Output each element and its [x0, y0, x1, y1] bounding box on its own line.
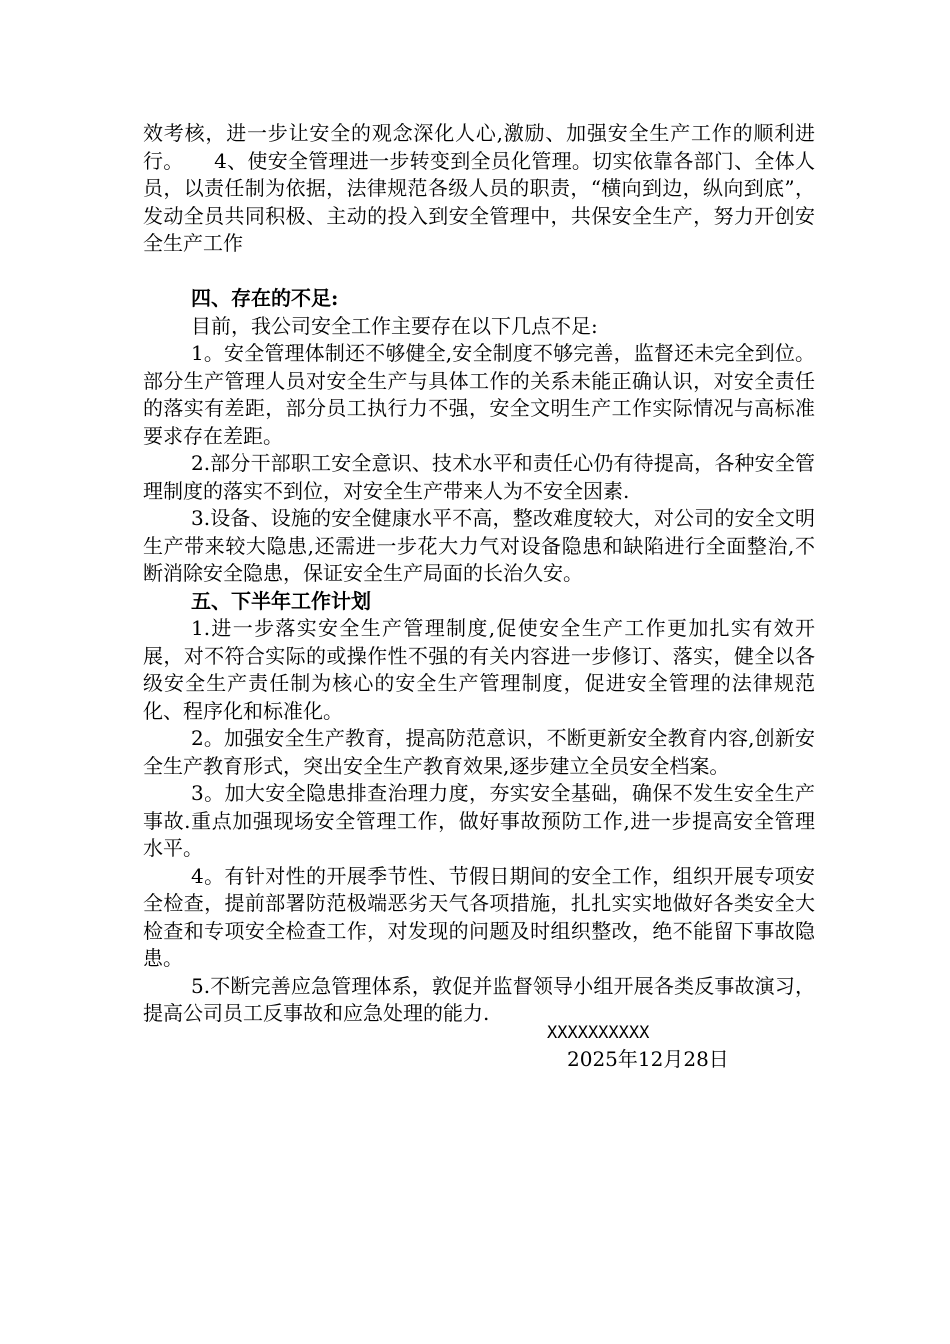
section5-item-2: 2。加强安全生产教育，提高防范意识，不断更新安全教育内容,创新安全生产教育形式，突出安全生产教育效果,逐步建立全员安全档案。	[143, 726, 815, 778]
section5-item-3: 3。加大安全隐患排查治理力度，夯实安全基础，确保不发生安全生产事故.重点加强现场安全管理工作，做好事故预防工作,进一步提高安全管理水平。	[143, 781, 815, 860]
section5-item-4: 4。有针对性的开展季节性、节假日期间的安全工作，组织开展专项安全检查，提前部署防范极端恶劣天气各项措施，扎扎实实地做好各类安全大检查和专项安全检查工作，对发现的问题及时组织整改，绝不能留下事故隐患。	[143, 863, 815, 970]
section5-item-1: 1.进一步落实安全生产管理制度,促使安全生产工作更加扎实有效开展，对不符合实际的或操作性不强的有关内容进一步修订、落实，健全以各级安全生产责任制为核心的安全生产管理制度，促进安全管理的法律规范化、程序化和标准化。	[143, 616, 815, 723]
section5-item-5: 5.不断完善应急管理体系，敦促并监督领导小组开展各类反事故演习，提高公司员工反事故和应急处理的能力.	[143, 973, 815, 1025]
section4-item-3: 3.设备、设施的安全健康水平不高，整改难度较大，对公司的安全文明生产带来较大隐患,还需进一步花大力气对设备隐患和缺陷进行全面整治,不断消除安全隐患，保证安全生产局面的长治久安。	[143, 506, 815, 585]
section4-item-2: 2.部分干部职工安全意识、技术水平和责任心仍有待提高，各种安全管理制度的落实不到位，对安全生产带来人为不安全因素.	[143, 451, 815, 503]
section5-heading: 五、下半年工作计划	[191, 588, 371, 613]
signature-date: 2025年12月28日	[567, 1047, 729, 1071]
section4-heading: 四、存在的不足:	[191, 286, 339, 310]
document-body	[143, 120, 815, 1071]
section4-item-1: 1。安全管理体制还不够健全,安全制度不够完善，监督还未完全到位。部分生产管理人员对安全生产与具体工作的关系未能正确认识，对安全责任的落实有差距，部分员工执行力不强，安全文明生产工作实际情况与高标准要求存在差距。	[143, 341, 815, 448]
section4-intro: 目前，我公司安全工作主要存在以下几点不足:	[191, 313, 598, 338]
intro-paragraph: 效考核，进一步让安全的观念深化人心,激励、加强安全生产工作的顺利进行。 4、使安全管理进一步转变到全员化管理。切实依靠各部门、全体人员，以责任制为依据，法律规范各级人员的职责，“横向到边，纵向到底”，发动全员共同积极、主动的投入到安全管理中，共保安全生产，努力开创安全生产工作	[143, 121, 815, 255]
paragraph-gap	[143, 258, 815, 286]
signature-company: XXXXXXXXXX	[547, 1023, 650, 1043]
